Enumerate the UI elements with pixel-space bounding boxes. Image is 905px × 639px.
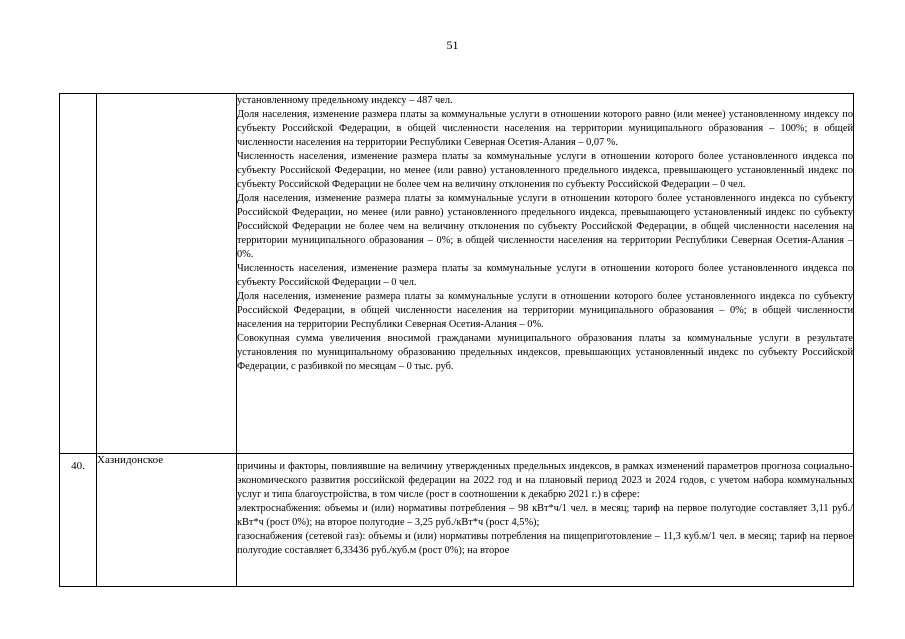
paragraph: газоснабжения (сетевой газ): объемы и (или) нормативы потребления на пищеприготовление – 11,3 куб.м/1 чел. в месяц; тариф на первое полугодие составляет 6,33436 руб./куб.м (рост 0%); на второе: [237, 531, 853, 556]
row-number: [60, 94, 96, 100]
paragraph: установленному предельному индексу – 487 чел.: [237, 95, 453, 106]
table-row: [60, 94, 854, 454]
paragraph: электроснабжения: объемы и (или) нормативы потребления – 98 кВт*ч/1 чел. в месяц; тариф на первое полугодие составляет 3,11 руб./кВт*ч (рост 0%); на второе полугодие – 3,25 руб./кВт*ч (рост 4,5%);: [237, 503, 853, 528]
municipality-table: [59, 93, 854, 587]
paragraph: Доля населения, изменение размера платы за коммунальные услуги в отношении которого более установленного индекса по субъекту Российской Федерации, в общей численности населения на территории муниципального образования – 0%; в общей численности населения на территории Республики Северная Осетия-Алания – 0%.: [237, 291, 853, 330]
paragraph: причины и факторы, повлиявшие на величину утвержденных предельных индексов, в рамках изменений параметров прогноза социально-экономического развития российской федерации на 2022 год и на плановый период 2023 и 2024 годов, с учетом набора коммунальных услуг и типа благоустройства, в том числе (рост в соотношении к декабрю 2021 г.) в сфере:: [237, 461, 853, 500]
municipality-name-cell: [97, 454, 237, 587]
paragraph: Доля населения, изменение размера платы за коммунальные услуги в отношении которого более установленного индекса по субъекту Российской Федерации, но менее (или равно) установленного предельного индекса, превышающего установленный индекс по субъекту Российской Федерации не более чем на величину отклонения по субъекту Российской Федерации, в общей численности населения на территории муниципального образования – 0%; в общей численности населения на территории Республики Северная Осетия-Алания – 0%.: [237, 193, 853, 260]
page-number: 51: [446, 38, 459, 52]
row-number: 40.: [71, 460, 85, 472]
paragraph: Численность населения, изменение размера платы за коммунальные услуги в отношении которого более установленного индекса по субъекту Российской Федерации – 0 чел.: [237, 263, 853, 288]
paragraph: Совокупная сумма увеличения вносимой гражданами муниципального образования платы за коммунальные услуги в результате установления по муниципальному образованию предельных индексов, превышающих установленный индекс по субъекту Российской Федерации, с разбивкой по месяцам – 0 тыс. руб.: [237, 333, 853, 372]
paragraph: Численность населения, изменение размера платы за коммунальные услуги в отношении которого более установленного индекса по субъекту Российской Федерации, но менее (или равно) установленного предельного индекса, превышающего установленный индекс по субъекту Российской Федерации не более чем на величину отклонения по субъекту Российской Федерации – 0 чел.: [237, 151, 853, 190]
paragraph: Доля населения, изменение размера платы за коммунальные услуги в отношении которого равно (или менее) установленному индексу по субъекту Российской Федерации, в общей численности населения на территории муниципального образования – 100%; в общей численности населения на территории Республики Северная Осетия-Алания – 0,07 %.: [237, 109, 853, 148]
municipality-name-cell: [97, 94, 237, 454]
row-number-cell: [60, 454, 97, 587]
description-cell: [237, 454, 854, 587]
row-number-cell: [60, 94, 97, 454]
description-cell: [237, 94, 854, 454]
municipality-name: Хазнидонское: [97, 454, 164, 466]
table-row: [60, 454, 854, 587]
